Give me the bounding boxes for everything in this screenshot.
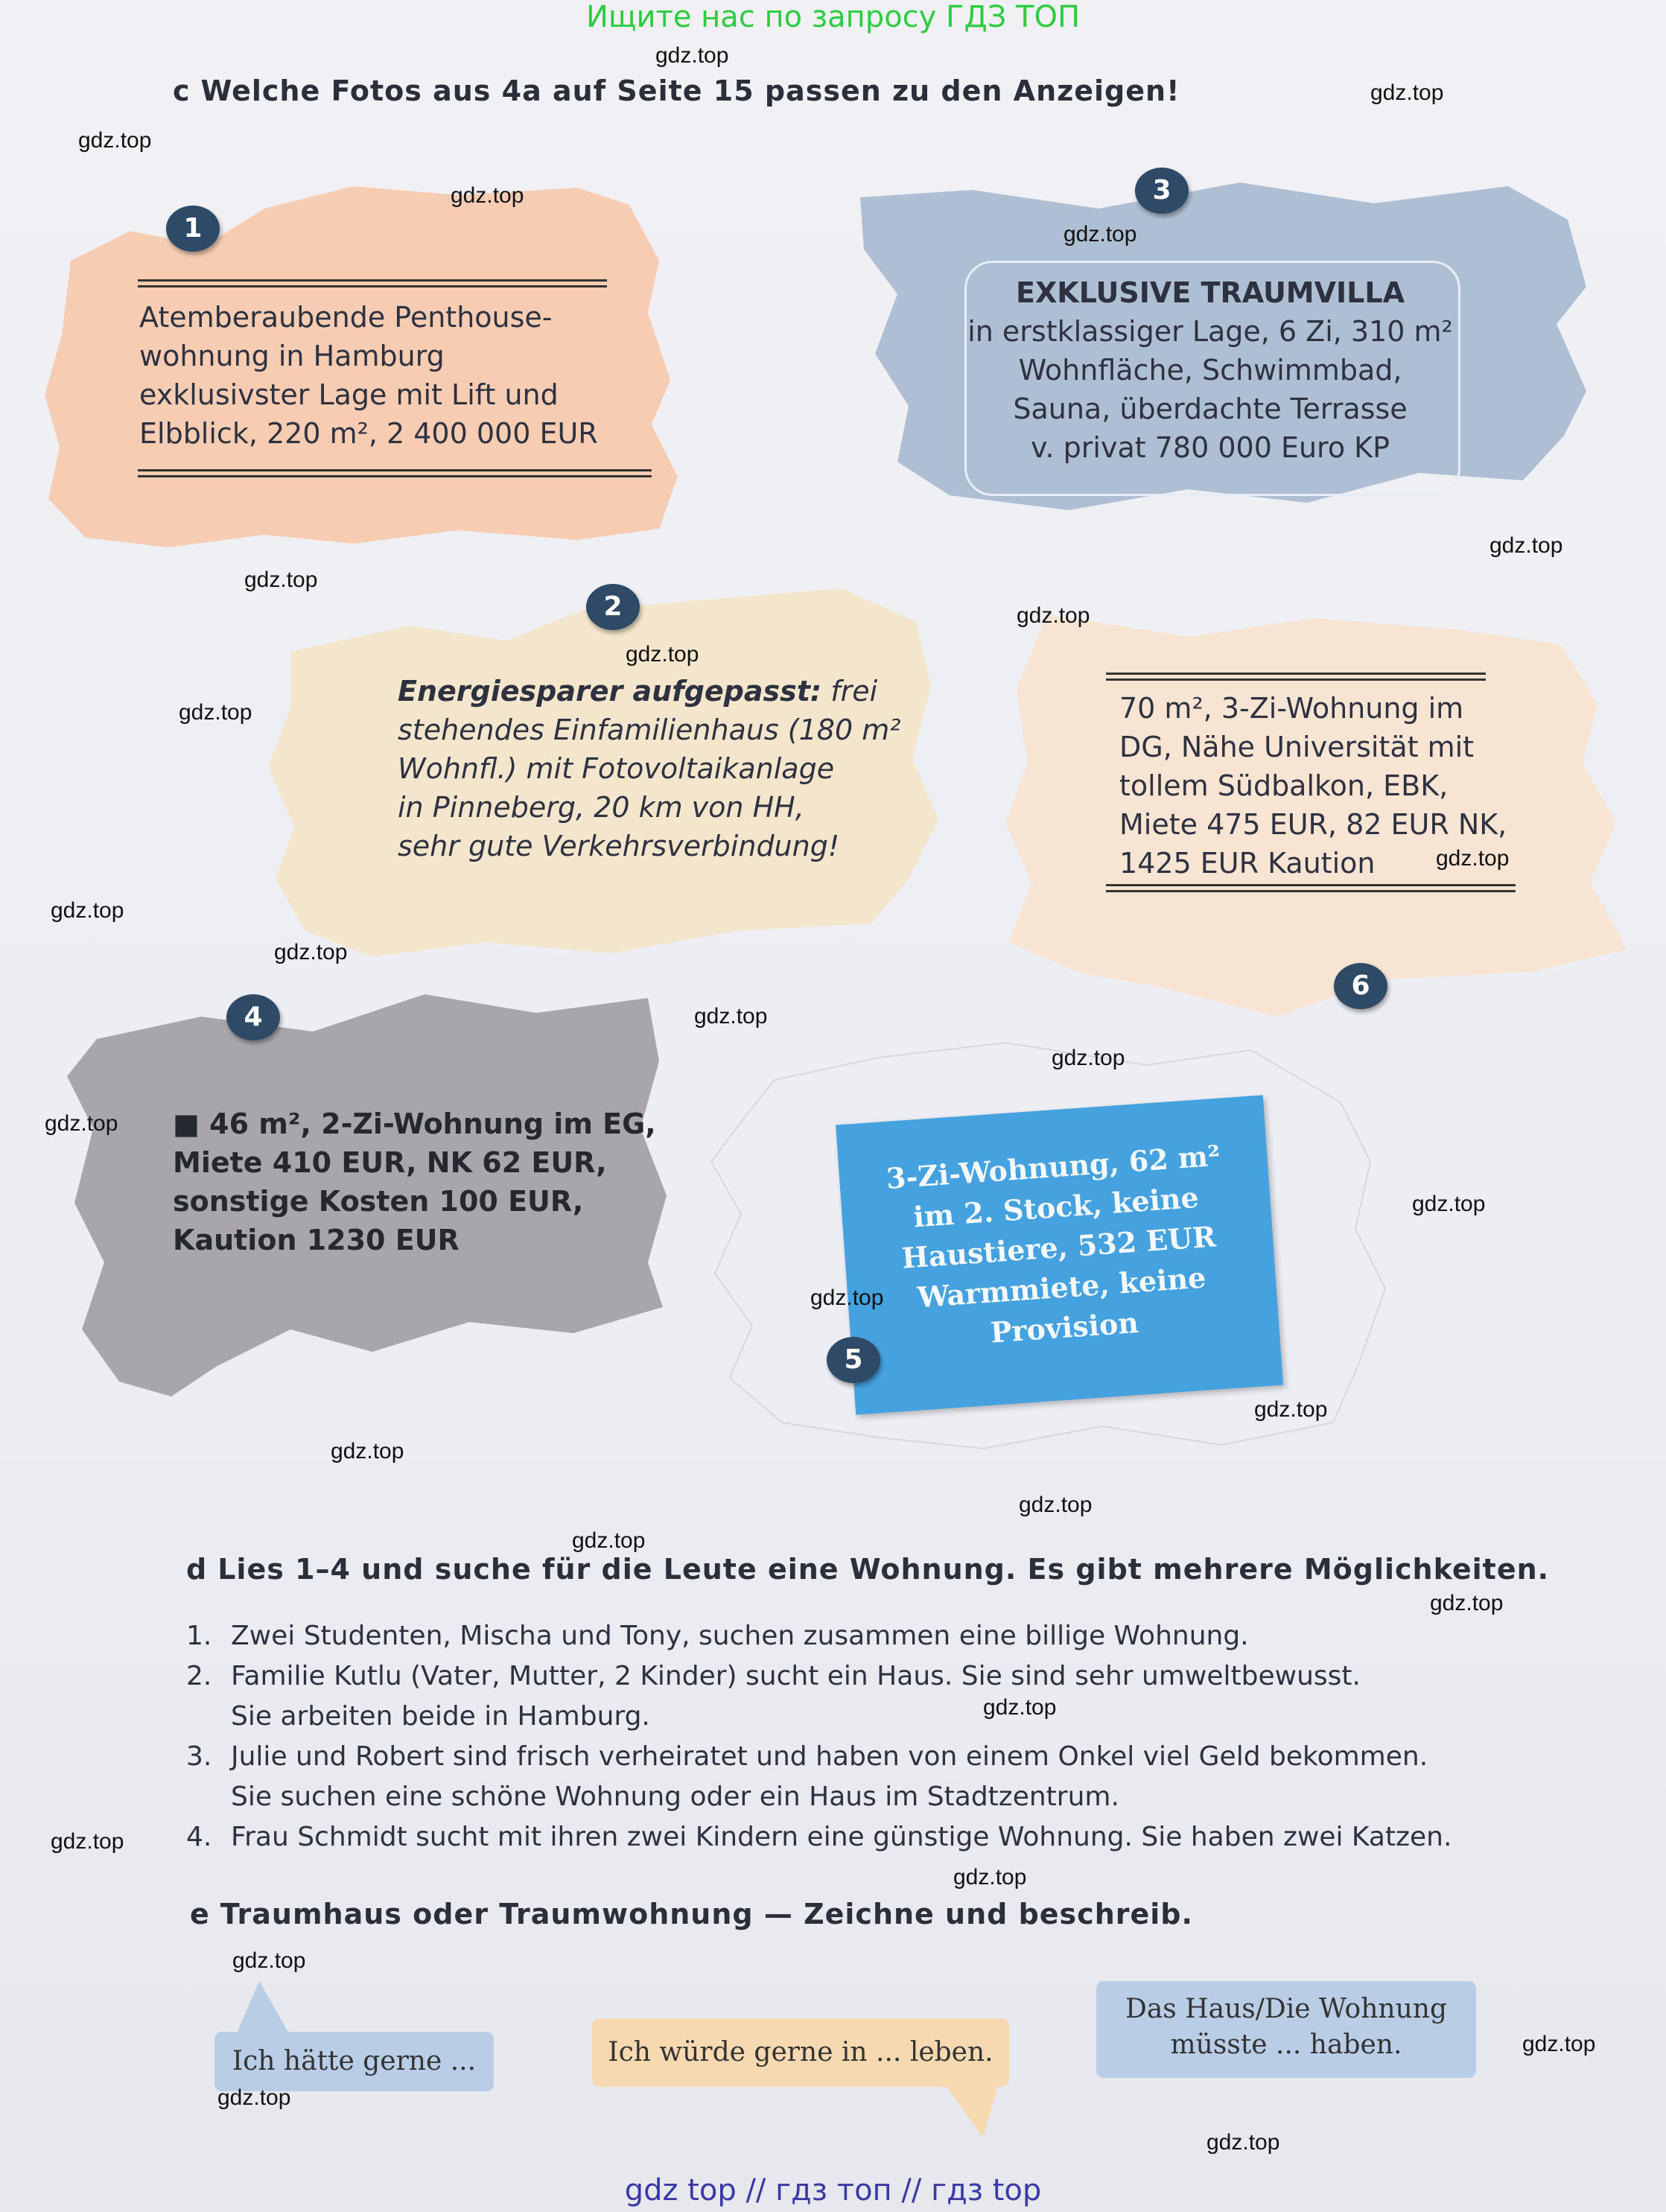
- item-text-continued: Sie suchen eine schöne Wohnung oder ein Haus im Stadtzentrum.: [231, 1782, 1119, 1812]
- ad-line: Miete 410 EUR, NK 62 EUR,: [173, 1146, 607, 1179]
- ad-1-bottom-rule: [138, 469, 652, 477]
- ad-line: Miete 475 EUR, 82 EUR NK,: [1119, 808, 1507, 841]
- item-text-continued: Sie arbeiten beide in Hamburg.: [231, 1701, 650, 1732]
- ad-line: 3-Zi-Wohnung, 62 m²: [885, 1138, 1222, 1195]
- item-text: Frau Schmidt sucht mit ihren zwei Kindern eine günstige Wohnung. Sie haben zwei Katzen.: [231, 1822, 1452, 1852]
- ad-line: Sauna, überdachte Terrasse: [1013, 392, 1408, 425]
- watermark: gdz.top: [244, 568, 318, 592]
- watermark: gdz.top: [1063, 222, 1137, 247]
- watermark: gdz.top: [51, 898, 124, 923]
- watermark: gdz.top: [1052, 1046, 1125, 1070]
- ad-line: v. privat 780 000 Euro KP: [1030, 431, 1390, 464]
- watermark: gdz.top: [1522, 2032, 1596, 2056]
- ad-5-blue-box: [836, 1095, 1283, 1414]
- bubble-line: Das Haus/Die Wohnung: [1125, 1994, 1448, 2024]
- top-banner: Ищите нас по запросу ГДЗ ТОП: [585, 0, 1081, 34]
- watermark: gdz.top: [694, 1004, 768, 1029]
- section-c-heading: [173, 74, 1180, 107]
- section-e-heading: [190, 1898, 1193, 1930]
- ad-2-text: [398, 672, 900, 865]
- item-number: 2.: [186, 1661, 212, 1691]
- section-d-text: Lies 1–4 und suche für die Leute eine Wohnung. Es gibt mehrere Möglichkeiten.: [217, 1553, 1550, 1586]
- ad-line: ■ 46 m², 2-Zi-Wohnung im EG,: [173, 1107, 656, 1140]
- ad-line: stehendes Einfamilienhaus (180 m²: [398, 714, 901, 746]
- watermark: gdz.top: [810, 1285, 884, 1310]
- ad-1-top-rule: [138, 279, 607, 287]
- item-text: Julie und Robert sind frisch verheiratet und haben von einem Onkel viel Geld bekommen.: [231, 1741, 1428, 1772]
- ad-line: sonstige Kosten 100 EUR,: [173, 1185, 584, 1218]
- ad-1-number-badge: 1: [166, 206, 220, 252]
- watermark: gdz.top: [274, 940, 348, 964]
- list-item: [186, 1817, 1452, 1857]
- item-text: Familie Kutlu (Vater, Mutter, 2 Kinder) sucht ein Haus. Sie sind sehr umweltbewusst.: [231, 1661, 1361, 1691]
- ad-6-bottom-rule: [1106, 884, 1516, 892]
- ad-line: tollem Südbalkon, EBK,: [1119, 769, 1449, 802]
- ad-6-card[interactable]: [994, 600, 1635, 1024]
- list-item: [186, 1656, 1452, 1737]
- ad-line: Wohnfläche, Schwimmbad,: [1018, 354, 1402, 387]
- ad-line: in Pinneberg, 20 km von HH,: [398, 791, 804, 824]
- section-d-letter: d: [186, 1553, 208, 1586]
- bubble-line: müsste ... haben.: [1170, 2030, 1402, 2060]
- section-e-text: Traumhaus oder Traumwohnung — Zeichne und beschreib.: [220, 1898, 1193, 1930]
- item-number: 4.: [186, 1822, 212, 1852]
- watermark: gdz.top: [331, 1439, 404, 1463]
- item-number: 1.: [186, 1621, 212, 1651]
- watermark: gdz.top: [655, 43, 729, 68]
- ad-5-number-badge: 5: [827, 1337, 880, 1383]
- watermark: gdz.top: [572, 1528, 646, 1553]
- ad-line: 1425 EUR Kaution: [1119, 847, 1376, 880]
- ad-4-text: [173, 1105, 656, 1259]
- bubble-tail: [237, 1981, 289, 2033]
- ad-2-bold-lead: Energiesparer aufgepasst:: [398, 675, 822, 708]
- ad-line: Atemberaubende Penthouse-: [139, 301, 553, 334]
- section-c-letter: c: [173, 74, 191, 107]
- watermark: gdz.top: [1206, 2130, 1280, 2155]
- speech-bubble-1: Ich hätte gerne ...: [214, 2032, 494, 2091]
- ad-6-number-badge: 6: [1334, 963, 1387, 1009]
- section-e-letter: e: [190, 1898, 210, 1930]
- watermark: gdz.top: [45, 1111, 118, 1136]
- ad-line: Wohnfl.) mit Fotovoltaikanlage: [398, 752, 835, 785]
- ad-3-text: [964, 273, 1456, 467]
- watermark: gdz.top: [232, 1948, 306, 1973]
- ad-5-text: [839, 1132, 1279, 1362]
- watermark: gdz.top: [626, 642, 699, 667]
- watermark: gdz.top: [1254, 1397, 1328, 1422]
- ad-3-card[interactable]: [853, 168, 1597, 540]
- watermark: gdz.top: [451, 183, 524, 208]
- speech-bubble-2: Ich würde gerne in ... leben.: [592, 2018, 1009, 2087]
- ad-line: Warmmiete, keine: [916, 1260, 1207, 1315]
- watermark: gdz.top: [1019, 1493, 1093, 1517]
- watermark: gdz.top: [1370, 80, 1444, 105]
- watermark: gdz.top: [1412, 1192, 1486, 1216]
- ad-line: exklusivster Lage mit Lift und: [139, 378, 559, 411]
- ad-line: frei: [830, 675, 878, 708]
- ad-6-top-rule: [1106, 673, 1486, 681]
- watermark: gdz.top: [1436, 846, 1510, 871]
- ad-line: im 2. Stock, keine: [912, 1180, 1200, 1234]
- watermark: gdz.top: [51, 1829, 124, 1854]
- ad-2-card[interactable]: [261, 581, 968, 968]
- task-list: [186, 1616, 1452, 1857]
- watermark: gdz.top: [78, 128, 152, 153]
- ad-line: in erstklassiger Lage, 6 Zi, 310 m²: [967, 315, 1453, 348]
- watermark: gdz.top: [953, 1865, 1027, 1890]
- ad-line: Elbblick, 220 m², 2 400 000 EUR: [139, 417, 598, 450]
- ad-line: Provision: [989, 1305, 1140, 1350]
- bubble-tail: [946, 2085, 998, 2138]
- ad-line: sehr gute Verkehrsverbindung!: [398, 830, 840, 862]
- section-c-text: Welche Fotos aus 4a auf Seite 15 passen zu den Anzeigen!: [200, 74, 1180, 107]
- ad-line: Kaution 1230 EUR: [173, 1224, 460, 1256]
- speech-bubble-3: [1096, 1981, 1476, 2078]
- ad-1-card[interactable]: [41, 179, 704, 566]
- ad-line: 70 m², 3-Zi-Wohnung im: [1119, 692, 1464, 725]
- watermark: gdz.top: [1430, 1591, 1504, 1615]
- ad-4-number-badge: 4: [226, 994, 280, 1040]
- footer-banner: gdz top // гдз топ // гдз top: [624, 2173, 1042, 2208]
- watermark: gdz.top: [1489, 533, 1563, 558]
- watermark: gdz.top: [983, 1695, 1057, 1720]
- list-item: [186, 1616, 1452, 1656]
- ad-line: wohnung in Hamburg: [139, 340, 445, 372]
- section-d-heading: [186, 1553, 1549, 1586]
- ad-line: DG, Nähe Universität mit: [1119, 731, 1475, 763]
- ad-3-number-badge: 3: [1135, 168, 1189, 214]
- list-item: [186, 1737, 1452, 1817]
- ad-line: Haustiere, 532 EUR: [900, 1219, 1218, 1275]
- ad-4-card[interactable]: [52, 979, 670, 1426]
- ad-3-title: EXKLUSIVE TRAUMVILLA: [1016, 276, 1405, 309]
- ad-1-text: [139, 298, 598, 453]
- watermark: gdz.top: [217, 2085, 291, 2110]
- item-number: 3.: [186, 1741, 212, 1772]
- watermark: gdz.top: [1017, 603, 1090, 628]
- item-text: Zwei Studenten, Mischa und Tony, suchen zusammen eine billige Wohnung.: [231, 1621, 1249, 1651]
- ad-2-number-badge: 2: [586, 584, 640, 630]
- watermark: gdz.top: [179, 700, 252, 725]
